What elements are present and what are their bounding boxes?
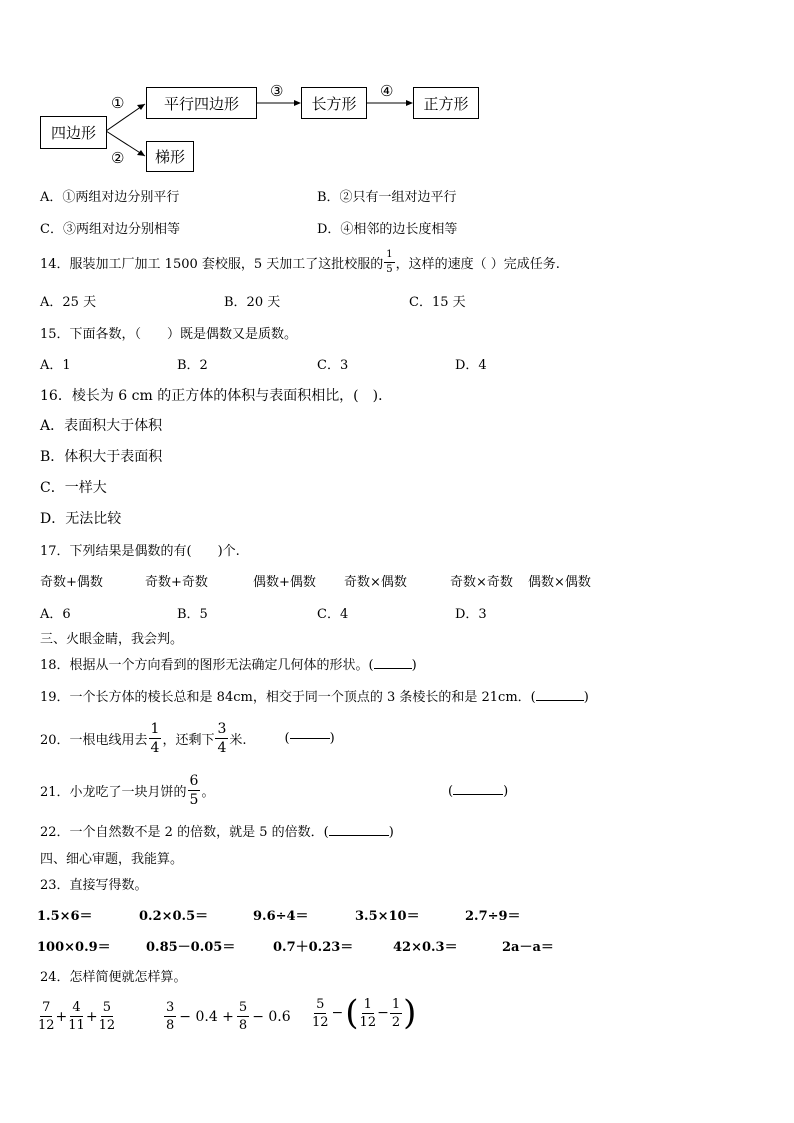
q18-close: ) bbox=[411, 658, 417, 673]
q23-r2-3: 0.7＋0.23＝ bbox=[273, 940, 354, 955]
q23-r2-4: 42×0.3＝ bbox=[393, 940, 458, 955]
q21-pre: 21．小龙吃了一块月饼的 bbox=[40, 785, 187, 800]
q15-stem: 15．下面各数，（ ）既是偶数又是质数。 bbox=[40, 327, 298, 342]
q22-stem: 22．一个自然数不是 2 的倍数，就是 5 的倍数．( bbox=[40, 825, 329, 840]
arrowhead-2 bbox=[137, 150, 145, 156]
q14-stem-post: ，这样的速度（ ）完成任务. bbox=[395, 257, 560, 272]
q13-option-c: C．③两组对边分别相等 bbox=[40, 222, 180, 237]
q23-r1-4: 3.5×10＝ bbox=[355, 909, 420, 924]
e3-frac-3 bbox=[390, 998, 402, 1029]
e1-f3-num: 5 bbox=[102, 1000, 111, 1015]
q21-close: ) bbox=[503, 784, 509, 799]
q24-expression-1 bbox=[37, 1001, 116, 1032]
q14-option-b: B．20 天 bbox=[224, 295, 281, 310]
q20-close: ) bbox=[329, 731, 335, 746]
q23-stem: 23．直接写得数。 bbox=[40, 878, 148, 893]
q24-expression-3 bbox=[311, 993, 417, 1033]
q24-expression-2 bbox=[163, 1001, 291, 1032]
q14-stem-pre: 14．服装加工厂加工 1500 套校服，5 天加工了这批校服的 bbox=[40, 257, 384, 272]
e2-op-2: − 0.6 bbox=[252, 1008, 291, 1025]
q21 bbox=[40, 774, 214, 807]
e2-f1-num: 3 bbox=[166, 1000, 175, 1015]
q23-r2-1: 100×0.9＝ bbox=[37, 940, 111, 955]
q20 bbox=[40, 722, 335, 755]
q22-answer-blank[interactable] bbox=[329, 835, 389, 836]
section-3-heading: 三、火眼金睛，我会判。 bbox=[40, 632, 184, 647]
e1-f1-num: 7 bbox=[42, 1000, 51, 1015]
q20-post: 米. bbox=[229, 733, 247, 748]
q23-r1-5: 2.7÷9＝ bbox=[465, 909, 521, 924]
q15-option-d: D．4 bbox=[455, 358, 487, 373]
q19 bbox=[40, 686, 589, 705]
q23-r2-5: 2a－a＝ bbox=[502, 940, 554, 955]
e3-left-paren: ( bbox=[345, 993, 359, 1033]
q17-item-2: 奇数+奇数 bbox=[145, 575, 208, 590]
e2-f2-num: 5 bbox=[238, 1000, 248, 1015]
q21-fraction bbox=[188, 774, 201, 807]
q17-option-b: B．5 bbox=[177, 607, 208, 622]
q20-fraction-1 bbox=[149, 722, 162, 755]
q17-option-a: A．6 bbox=[40, 607, 71, 622]
e3-op-2: − bbox=[377, 1005, 389, 1021]
q14-option-a: A．25 天 bbox=[40, 295, 97, 310]
q20-frac2-num: 3 bbox=[217, 721, 227, 737]
q14-option-c: C．15 天 bbox=[409, 295, 466, 310]
node-parallelogram: 平行四边形 bbox=[146, 87, 257, 119]
q24-stem: 24．怎样简便就怎样算。 bbox=[40, 970, 187, 985]
q17-item-1: 奇数+偶数 bbox=[40, 575, 103, 590]
node-rectangle: 长方形 bbox=[301, 87, 367, 119]
q21-answer-blank[interactable] bbox=[453, 794, 503, 795]
q17-item-3: 偶数+偶数 bbox=[253, 575, 316, 590]
q20-frac2-den: 4 bbox=[217, 740, 227, 756]
e1-op-1: + bbox=[55, 1008, 68, 1025]
q19-answer-blank[interactable] bbox=[536, 700, 584, 701]
q20-open: ( bbox=[284, 731, 290, 746]
q20-fraction-2 bbox=[215, 722, 228, 755]
e2-frac-1 bbox=[164, 1001, 176, 1032]
q21-post: 。 bbox=[201, 785, 215, 800]
arrowhead-4 bbox=[406, 100, 413, 106]
section-4-heading: 四、细心审题，我能算。 bbox=[40, 852, 184, 867]
q14-frac-den: 5 bbox=[386, 264, 393, 275]
q23-r1-2: 0.2×0.5＝ bbox=[139, 909, 209, 924]
e2-f1-den: 8 bbox=[166, 1018, 175, 1033]
q17-item-5: 奇数×奇数 bbox=[450, 575, 513, 590]
q17-item-6: 偶数×偶数 bbox=[528, 575, 591, 590]
e3-f3-den: 2 bbox=[391, 1014, 401, 1030]
q20-frac1-num: 1 bbox=[150, 721, 160, 737]
e2-f2-den: 8 bbox=[238, 1018, 248, 1033]
arrowhead-3 bbox=[294, 100, 301, 106]
q23-r1-1: 1.5×6＝ bbox=[37, 909, 93, 924]
e3-f1-den: 12 bbox=[312, 1014, 329, 1030]
q14-frac-num: 1 bbox=[384, 250, 394, 263]
q20-frac1-den: 4 bbox=[150, 740, 160, 756]
q21-open: ( bbox=[448, 784, 454, 799]
q19-close: ) bbox=[583, 690, 589, 705]
q23-r1-3: 9.6÷4＝ bbox=[253, 909, 309, 924]
q17-option-d: D．3 bbox=[455, 607, 487, 622]
q20-mid: ，还剩下 bbox=[162, 733, 215, 748]
q18-stem: 18．根据从一个方向看到的图形无法确定几何体的形状。( bbox=[40, 658, 374, 673]
e1-f3-den: 12 bbox=[98, 1018, 116, 1033]
q17-item-4: 奇数×偶数 bbox=[344, 575, 407, 590]
e3-f1-num: 5 bbox=[316, 996, 325, 1012]
q16-option-d: D．无法比较 bbox=[40, 511, 122, 527]
q23-r2-2: 0.85－0.05＝ bbox=[146, 940, 236, 955]
q22-close: ) bbox=[388, 825, 394, 840]
e3-right-paren: ) bbox=[403, 993, 417, 1033]
q20-pre: 20．一根电线用去 bbox=[40, 733, 148, 748]
q14-stem bbox=[40, 250, 560, 275]
q18-answer-blank[interactable] bbox=[374, 668, 412, 669]
node-trapezoid: 梯形 bbox=[146, 141, 194, 172]
q14-fraction bbox=[384, 250, 394, 275]
q15-option-c: C．3 bbox=[317, 358, 349, 373]
q13-option-d: D．④相邻的边长度相等 bbox=[317, 222, 458, 237]
q16-stem: 16．棱长为 6 cm 的正方体的体积与表面积相比，( )． bbox=[40, 388, 393, 404]
e3-f3-num: 1 bbox=[391, 996, 401, 1012]
q19-stem: 19．一个长方体的棱长总和是 84cm，相交于同一个顶点的 3 条棱长的和是 21cm．( bbox=[40, 690, 536, 705]
label-2: ② bbox=[111, 149, 125, 167]
q21-answer bbox=[448, 784, 508, 799]
q20-answer-blank[interactable] bbox=[290, 738, 330, 739]
q13-option-b: B．②只有一组对边平行 bbox=[317, 190, 457, 205]
q22 bbox=[40, 821, 394, 840]
e2-op-1: − 0.4 + bbox=[179, 1008, 234, 1025]
e3-frac-1 bbox=[312, 998, 329, 1029]
e1-frac-1 bbox=[38, 1001, 55, 1032]
e3-frac-2 bbox=[360, 998, 377, 1029]
q18 bbox=[40, 654, 417, 673]
e3-op-1: − bbox=[331, 1005, 344, 1021]
q15-option-b: B．2 bbox=[177, 358, 208, 373]
e1-f2-num: 4 bbox=[72, 1000, 81, 1015]
q21-frac-num: 6 bbox=[189, 773, 199, 789]
e1-frac-3 bbox=[99, 1001, 116, 1032]
node-quadrilateral: 四边形 bbox=[40, 116, 107, 149]
q13-option-a: A．①两组对边分别平行 bbox=[40, 190, 180, 205]
e1-f2-den: 11 bbox=[68, 1018, 85, 1033]
e1-f1-den: 12 bbox=[38, 1018, 55, 1033]
q17-option-c: C．4 bbox=[317, 607, 349, 622]
q21-frac-den: 5 bbox=[189, 792, 199, 808]
label-1: ① bbox=[111, 94, 125, 112]
label-3: ③ bbox=[270, 82, 284, 100]
q16-option-a: A．表面积大于体积 bbox=[40, 418, 163, 434]
q15-option-a: A．1 bbox=[40, 358, 71, 373]
e3-f2-num: 1 bbox=[363, 996, 372, 1012]
q17-stem: 17．下列结果是偶数的有( )个. bbox=[40, 544, 240, 559]
e1-frac-2 bbox=[68, 1001, 85, 1032]
e1-op-2: + bbox=[85, 1008, 98, 1025]
node-square: 正方形 bbox=[413, 87, 479, 119]
q16-option-b: B．体积大于表面积 bbox=[40, 449, 163, 465]
e3-f2-den: 12 bbox=[359, 1014, 377, 1030]
e2-frac-2 bbox=[237, 1001, 249, 1032]
q16-option-c: C．一样大 bbox=[40, 480, 107, 496]
label-4: ④ bbox=[380, 82, 394, 100]
